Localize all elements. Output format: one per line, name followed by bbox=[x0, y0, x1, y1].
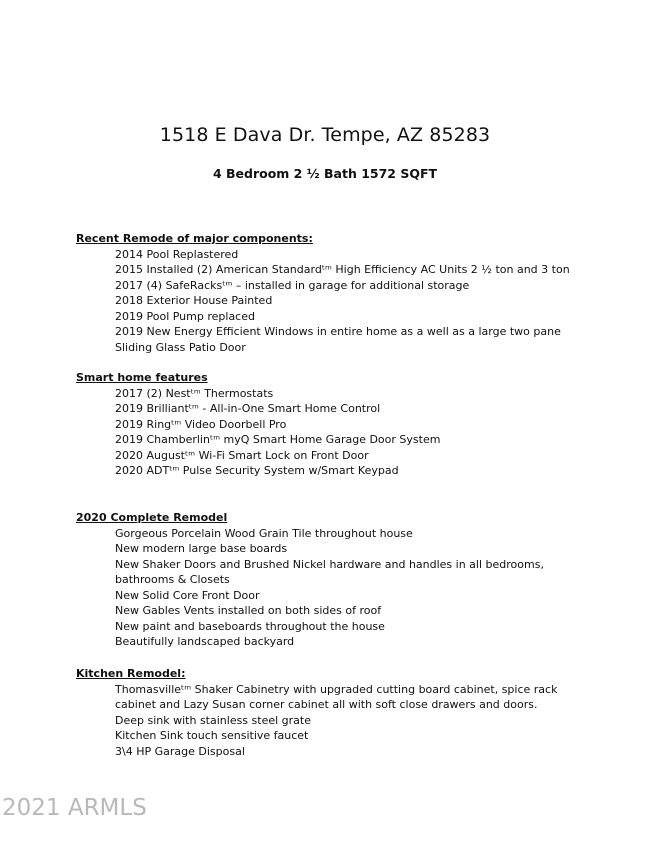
list-item: New Solid Core Front Door bbox=[115, 588, 260, 602]
watermark: 2021 ARMLS bbox=[2, 795, 147, 821]
list-item: 2017 (4) SafeRacksᵗᵐ – installed in garage for additional storage bbox=[115, 278, 470, 292]
section-complete-remodel bbox=[76, 510, 585, 650]
section-recent-remodel bbox=[76, 231, 585, 355]
section-heading: Smart home features bbox=[76, 371, 208, 384]
section-kitchen-remodel bbox=[76, 666, 585, 759]
list-item: Beautifully landscaped backyard bbox=[115, 635, 295, 648]
list-item: 2019 Ringᵗᵐ Video Doorbell Pro bbox=[115, 417, 287, 431]
list-item: 3\4 HP Garage Disposal bbox=[115, 744, 245, 758]
list-item: 2017 (2) Nestᵗᵐ Thermostats bbox=[115, 386, 274, 400]
list-item: 2014 Pool Replastered bbox=[115, 247, 239, 261]
section-heading: 2020 Complete Remodel bbox=[76, 511, 228, 524]
list-item: New paint and baseboards throughout the house bbox=[115, 619, 385, 633]
list-item: 2019 Chamberlinᵗᵐ myQ Smart Home Garage Door System bbox=[115, 433, 441, 446]
list-item: Gorgeous Porcelain Wood Grain Tile throughout house bbox=[115, 526, 413, 540]
list-item: 2018 Exterior House Painted bbox=[115, 294, 273, 307]
list-item: 2019 New Energy Efficient Windows in entire home as a well as a large two pane Sliding Glass Patio Door bbox=[115, 325, 561, 354]
section-smart-home bbox=[76, 370, 440, 479]
list-item: 2019 Brilliantᵗᵐ - All-in-One Smart Home Control bbox=[115, 402, 381, 415]
list-item: Kitchen Sink touch sensitive faucet bbox=[115, 729, 309, 742]
list-item: 2020 ADTᵗᵐ Pulse Security System w/Smart Keypad bbox=[115, 464, 399, 477]
list-item: 2015 Installed (2) American Standardᵗᵐ High Efficiency AC Units 2 ½ ton and 3 ton bbox=[115, 263, 570, 276]
page-title: 1518 E Dava Dr. Tempe, AZ 85283 bbox=[159, 124, 491, 146]
list-item: Thomasvilleᵗᵐ Shaker Cabinetry with upgraded cutting board cabinet, spice rack cabinet and Lazy Susan corner cabinet all with soft close drawers and doors. bbox=[115, 682, 558, 711]
list-item: 2020 Augustᵗᵐ Wi-Fi Smart Lock on Front Door bbox=[115, 448, 369, 462]
page-subtitle: 4 Bedroom 2 ½ Bath 1572 SQFT bbox=[212, 166, 438, 181]
list-item: New Shaker Doors and Brushed Nickel hardware and handles in all bedrooms, bathrooms & Closets bbox=[115, 557, 544, 586]
list-item: New Gables Vents installed on both sides of roof bbox=[115, 604, 382, 617]
list-item: 2019 Pool Pump replaced bbox=[115, 309, 255, 323]
list-item: Deep sink with stainless steel grate bbox=[115, 713, 311, 727]
list-item: New modern large base boards bbox=[115, 542, 288, 555]
section-heading: Kitchen Remodel: bbox=[76, 667, 186, 680]
section-heading: Recent Remode of major components: bbox=[76, 232, 313, 245]
